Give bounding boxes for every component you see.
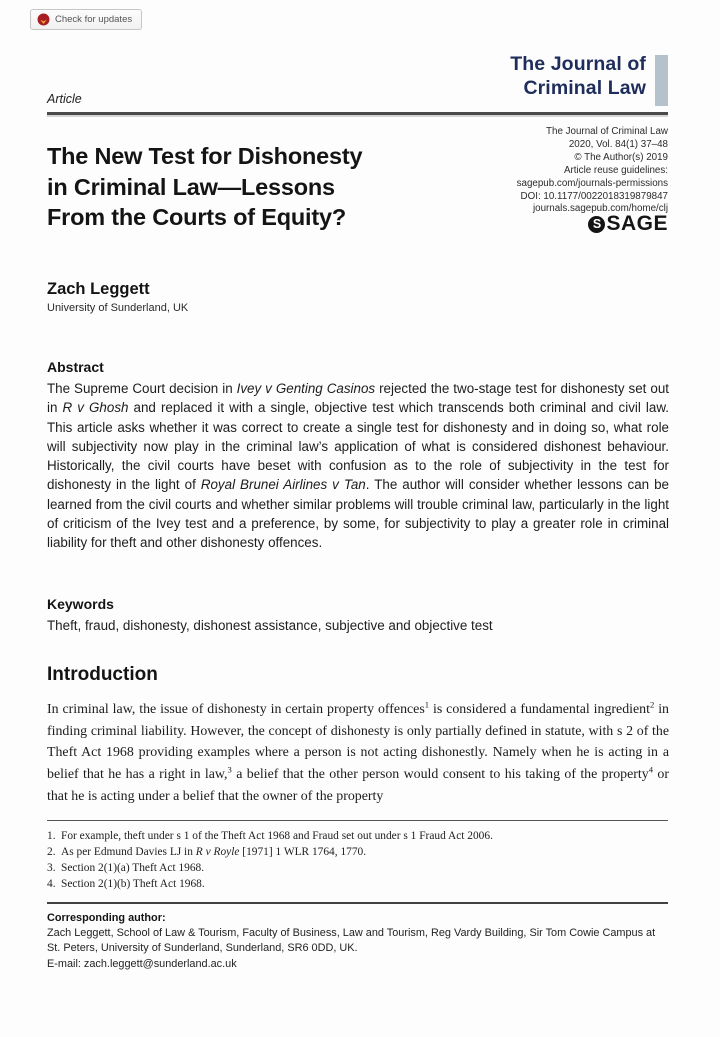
header-rule xyxy=(47,112,668,115)
author-block xyxy=(47,280,188,314)
abstract-text: The Supreme Court decision in Ivey v Genting Casinos rejected the two-stage test for dishonesty set out in R v Ghosh and replaced it with a single, objective test which transcends both criminal and civil law. This article asks whether it was correct to create a single test for dishonesty and in doing so, what role will subjectivity now play in the criminal law’s application of what is considered dishonest behaviour. Historically, the civil courts have beset with confusion as to the role of subjectivity in the test for dishonesty in the light of Royal Brunei Airlines v Tan. The author will consider whether lessons can be learned from the civil courts and whether similar problems will trouble criminal law, particularly in the light of criticism of the Ivey test and a preference, by some, for subjectivity to play a greater role in criminal liability for theft and other dishonesty offences. xyxy=(47,381,669,551)
corresponding-separator xyxy=(47,902,668,904)
journal-masthead xyxy=(510,52,668,106)
corresponding-author-heading: Corresponding author: xyxy=(47,912,166,924)
abstract-heading: Abstract xyxy=(47,359,104,375)
introduction-heading: Introduction xyxy=(47,664,158,685)
journal-name-line2: Criminal Law xyxy=(523,77,646,99)
meta-journal-name: The Journal of Criminal Law xyxy=(546,126,668,137)
article-title-line1: The New Test for Dishonesty xyxy=(47,143,363,169)
journal-meta-block xyxy=(517,126,668,216)
crossmark-icon xyxy=(37,13,50,26)
sage-wordmark: SAGE xyxy=(606,212,668,235)
introduction-section xyxy=(47,664,669,808)
footnote-4: 4. Section 2(1)(b) Theft Act 1968. xyxy=(47,877,205,890)
journal-home-link[interactable]: journals.sagepub.com/home/clj xyxy=(532,203,668,215)
keywords-section xyxy=(47,596,669,635)
keywords-heading: Keywords xyxy=(47,596,114,612)
article-title-line2: in Criminal Law—Lessons xyxy=(47,173,335,200)
article-type-label: Article xyxy=(47,92,82,106)
article-title xyxy=(47,141,507,233)
footnote-separator xyxy=(47,820,668,821)
corresponding-author-email-line xyxy=(47,957,669,972)
journal-name-line1: The Journal of xyxy=(510,53,646,75)
corresponding-author-address: Zach Leggett, School of Law & Tourism, Faculty of Business, Law and Tourism, Reg Vardy Building, Sir Tom Cowie Campus at St. Peters, University of Sunderland, Sunderland, SR6 0DD, UK. xyxy=(47,927,656,955)
corresponding-author-block xyxy=(47,911,669,972)
footnote-2: 2. As per Edmund Davies LJ in R v Royle [1971] 1 WLR 1764, 1770. xyxy=(47,845,367,858)
journal-name xyxy=(510,52,646,100)
abstract-section xyxy=(47,359,669,553)
email-label: E-mail: xyxy=(47,957,84,970)
email-link[interactable]: zach.leggett@sunderland.ac.uk xyxy=(83,957,237,970)
meta-reuse-guidelines: Article reuse guidelines: xyxy=(563,164,668,176)
author-affiliation: University of Sunderland, UK xyxy=(47,302,189,314)
footnote-list xyxy=(47,829,669,893)
keywords-text: Theft, fraud, dishonesty, dishonest assistance, subjective and objective test xyxy=(47,618,493,633)
footnote-3: 3. Section 2(1)(a) Theft Act 1968. xyxy=(47,861,205,874)
footnote-1: 1. For example, theft under s 1 of the Theft Act 1968 and Fraud set out under s 1 Fraud Act 2006. xyxy=(47,830,493,842)
meta-copyright: © The Author(s) 2019 xyxy=(574,151,668,163)
meta-doi: DOI: 10.1177/0022018319879847 xyxy=(520,190,668,202)
article-title-line3: From the Courts of Equity? xyxy=(47,204,346,230)
author-name: Zach Leggett xyxy=(47,280,150,298)
meta-volume-issue: 2020, Vol. 84(1) 37–48 xyxy=(568,138,668,150)
masthead-bar xyxy=(655,55,668,106)
sage-circle-s-icon: S xyxy=(588,216,605,233)
check-for-updates-badge[interactable] xyxy=(30,9,142,30)
introduction-paragraph: In criminal law, the issue of dishonesty in certain property offences$^1$ is considered a fundamental ingredient$^2$ in finding criminal liability. However, the concept of dishonesty is only partially defined in statute, with s 2 of the Theft Act 1968 providing examples where a person is not acting dishonestly. Namely when he is acting in a belief that he has a right in law,$^3$ a belief that the other person would consent to his taking of the property$^4$ or that he is acting under a belief that the owner of the property xyxy=(47,699,669,804)
check-for-updates-label: Check for updates xyxy=(55,14,133,25)
sage-logo xyxy=(588,212,668,236)
permissions-link[interactable]: sagepub.com/journals-permissions xyxy=(516,177,668,189)
